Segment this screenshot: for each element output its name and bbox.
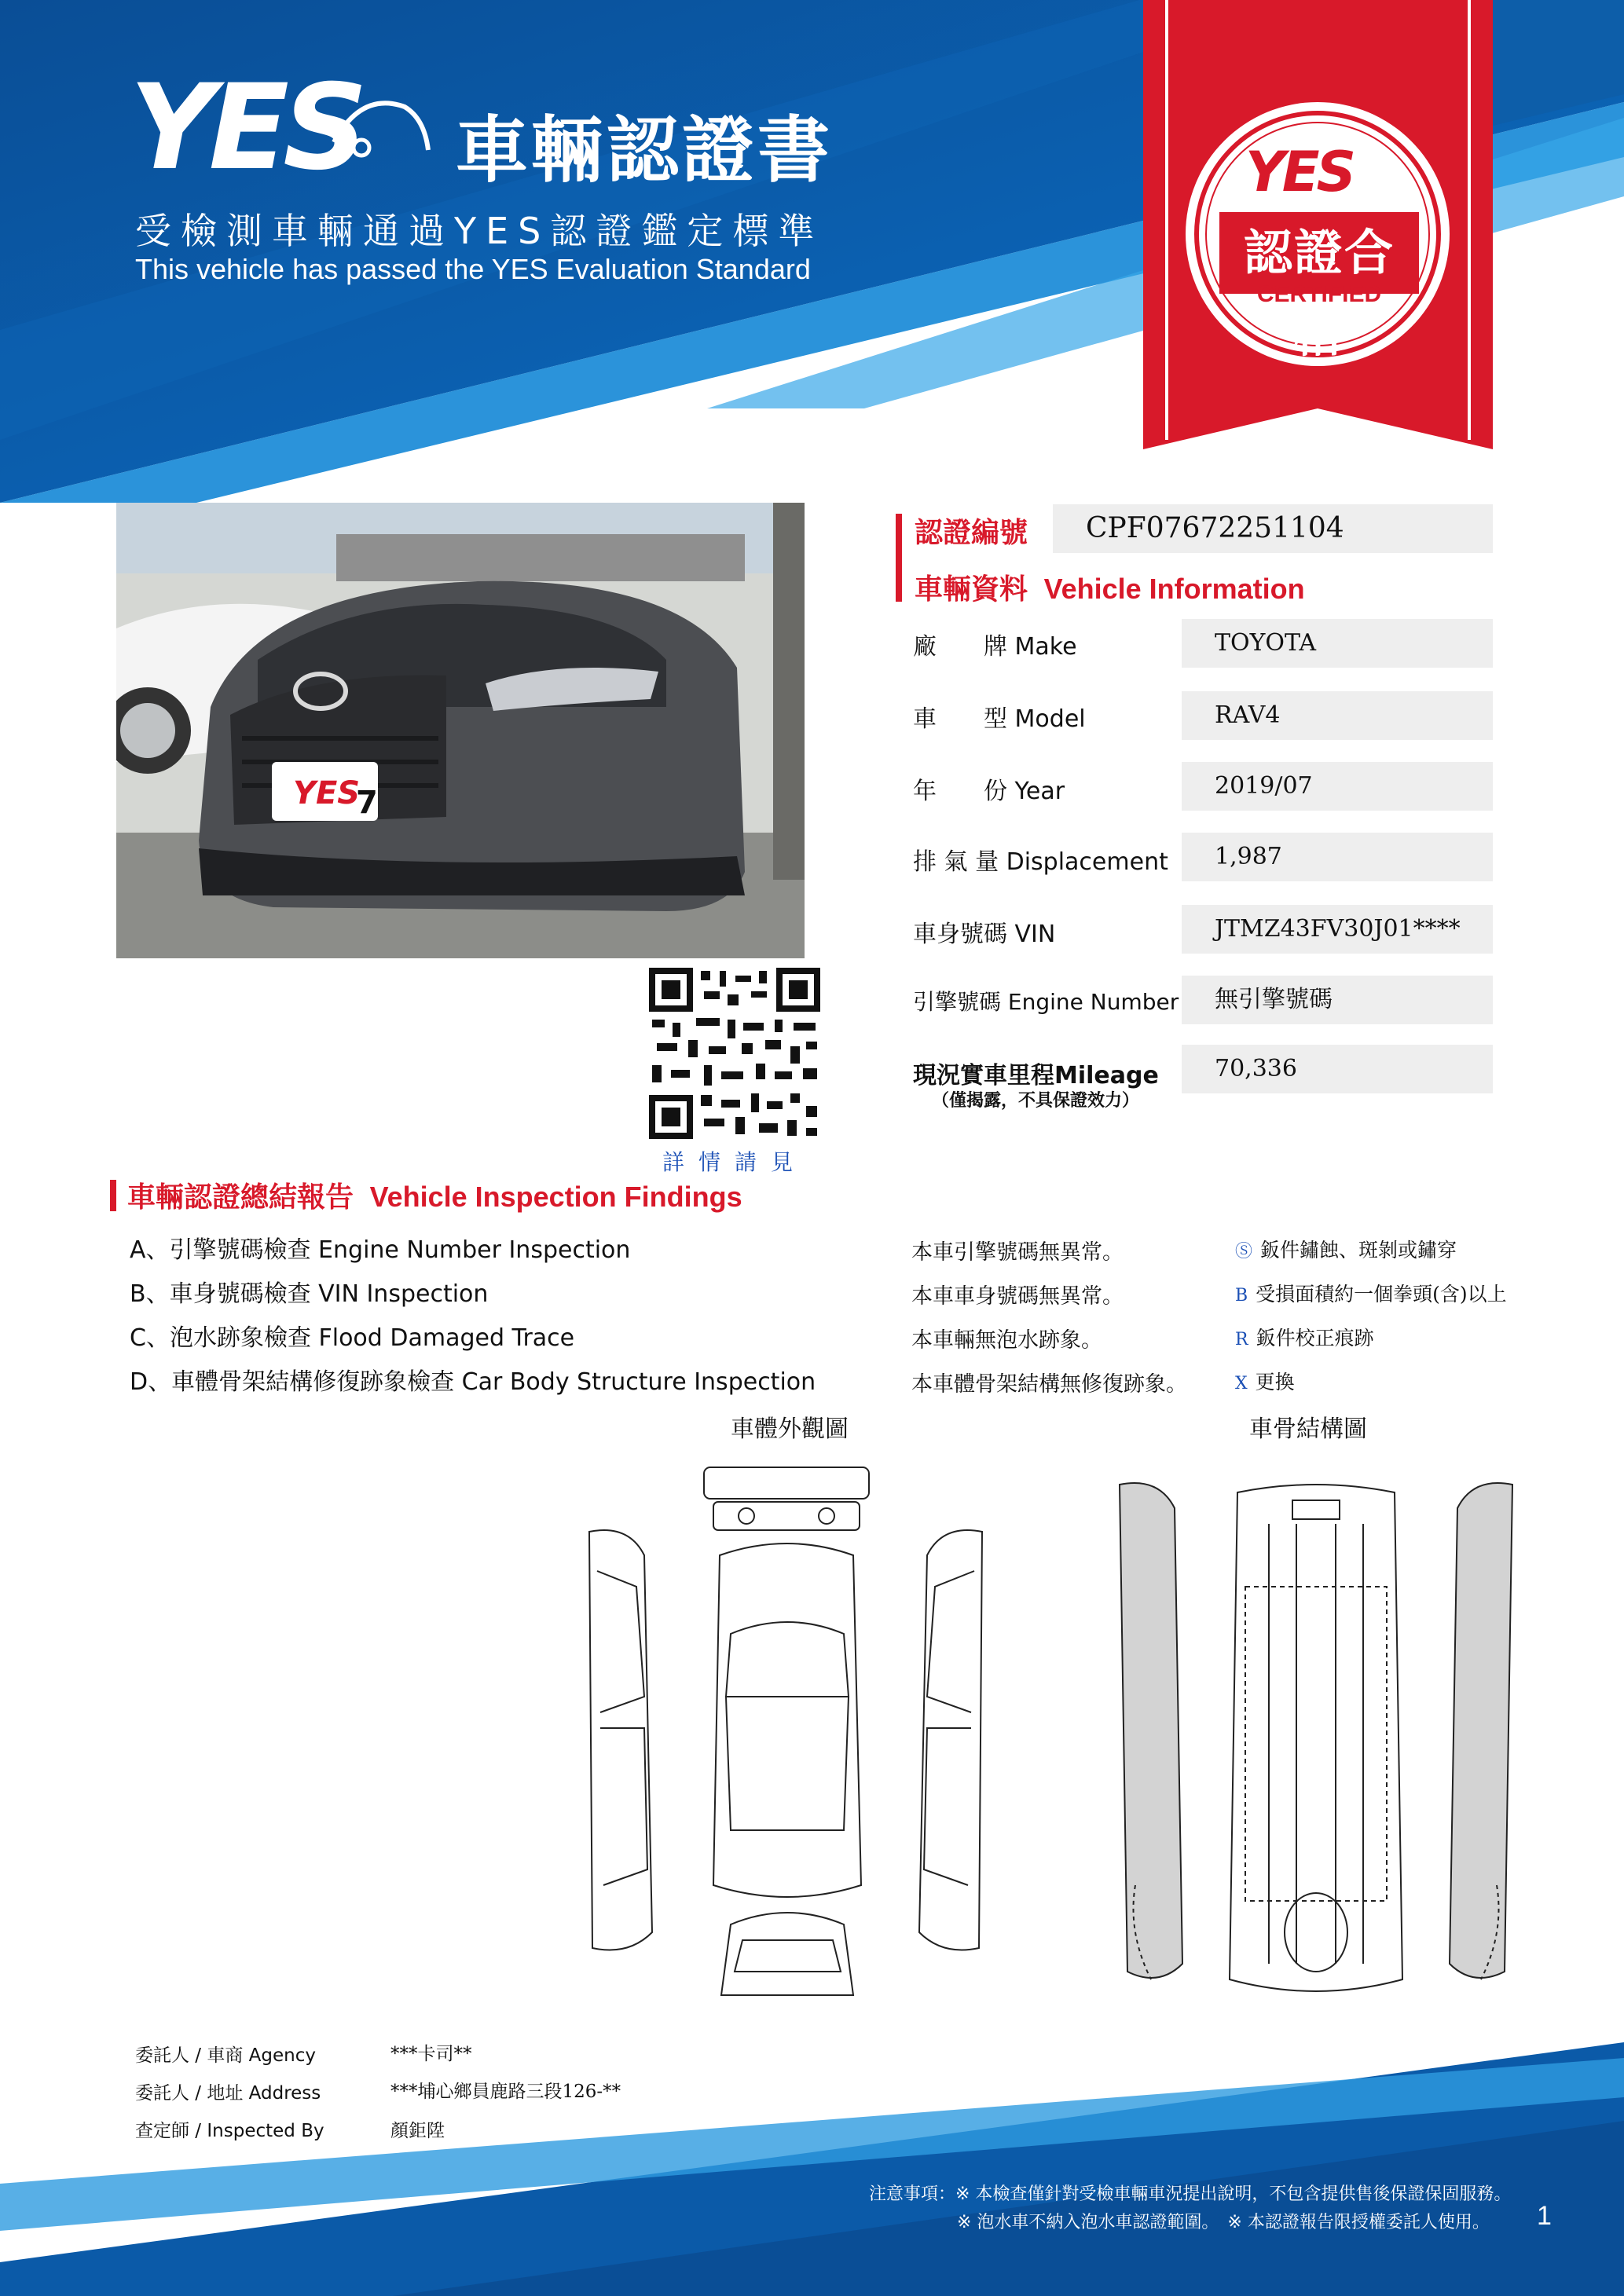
vehicle-info-title [915, 567, 1305, 607]
vin-value: JTMZ43FV30J01**** [1182, 905, 1493, 954]
qr-caption: 詳情請見 [662, 1149, 807, 1175]
make-value: TOYOTA [1182, 619, 1493, 668]
mileage-note: （僅揭露，不具保證效力） [932, 1091, 1140, 1111]
notice-line-1: 注意事項：※ 本檢查僅針對受檢車輛車況提出說明，不包含提供售後保證保固服務。 [869, 2184, 1512, 2204]
findings-title-en: Vehicle Inspection Findings [369, 1181, 742, 1213]
make-label: 廠 牌 Make [913, 633, 1077, 661]
vin-label: 車身號碼 VIN [913, 921, 1056, 948]
finding-a-result: 本車引擎號碼無異常。 [911, 1240, 1124, 1265]
year-value: 2019/07 [1182, 762, 1493, 811]
findings-title [127, 1175, 742, 1215]
legend-b-symbol: B [1235, 1286, 1248, 1305]
findings-title-zh: 車輛認證總結報告 [127, 1181, 354, 1214]
legend-damage-text: 受損面積約一個拳頭(含)以上 [1256, 1283, 1507, 1305]
legend-damage [1235, 1279, 1507, 1307]
finding-b-result: 本車車身號碼無異常。 [911, 1284, 1124, 1309]
structure-diagram-caption: 車骨結構圖 [1249, 1415, 1367, 1443]
seal-certified-text: CERTIFIED [1256, 281, 1382, 307]
finding-d-result: 本車體骨架結構無修復跡象。 [911, 1372, 1187, 1397]
mileage-value: 70,336 [1182, 1045, 1493, 1093]
svg-text:YES: YES [293, 775, 361, 811]
mileage-label: 現況實車里程Mileage [913, 1062, 1159, 1089]
findings-marker [110, 1180, 116, 1211]
section-marker [896, 514, 902, 602]
legend-repair-text: 鈑件校正痕跡 [1256, 1327, 1374, 1349]
inspector-value: 顏鉅陞 [390, 2121, 445, 2141]
legend-replace-text: 更換 [1255, 1371, 1295, 1393]
legend-r-symbol: R [1235, 1330, 1248, 1349]
vehicle-info-title-zh: 車輛資料 [915, 573, 1028, 606]
displacement-value: 1,987 [1182, 833, 1493, 881]
finding-c-result: 本車輛無泡水跡象。 [911, 1328, 1102, 1353]
legend-corrosion-text: 鈑件鏽蝕、斑剝或鏽穿 [1260, 1239, 1457, 1262]
model-value: RAV4 [1182, 691, 1493, 740]
finding-b-label: B、車身號碼檢查 VIN Inspection [130, 1280, 489, 1308]
agency-label: 委託人 / 車商 Agency [135, 2045, 316, 2066]
brand-logo: YES [130, 60, 362, 196]
structure-diagram [1104, 1477, 1528, 2011]
inspector-label: 查定師 / Inspected By [135, 2121, 324, 2141]
seal-status: 認證合格 [1219, 212, 1419, 294]
notice-line-2: ※ 泡水車不納入泡水車認證範圍。 ※ 本認證報告限授權委託人使用。 [957, 2213, 1490, 2232]
vehicle-photo [116, 503, 805, 958]
model-label: 車 型 Model [913, 705, 1086, 733]
vehicle-info-title-en: Vehicle Information [1043, 573, 1305, 605]
displacement-label: 排 氣 量 Displacement [913, 848, 1168, 876]
qr-code[interactable] [649, 968, 820, 1139]
agency-value: ***卡司** [390, 2044, 472, 2064]
certificate-id-label: 認證編號 [915, 517, 1028, 549]
finding-d-label: D、車體骨架結構修復跡象檢查 Car Body Structure Inspection [130, 1368, 816, 1396]
legend-corrosion [1235, 1235, 1457, 1263]
seal-logo: YES [1245, 140, 1353, 204]
address-label: 委託人 / 地址 Address [135, 2083, 321, 2104]
exterior-diagram [581, 1461, 990, 2011]
car-swoosh-icon [330, 75, 432, 162]
certificate-id-value: CPF07672251104 [1053, 504, 1493, 553]
finding-c-label: C、泡水跡象檢查 Flood Damaged Trace [130, 1324, 575, 1352]
address-value: ***埔心鄉員鹿路三段126-** [390, 2082, 621, 2102]
svg-text:7: 7 [356, 785, 378, 821]
legend-replace [1235, 1367, 1295, 1395]
legend-s-symbol: Ⓢ [1235, 1242, 1253, 1262]
subtitle-english: This vehicle has passed the YES Evaluation Standard [135, 253, 811, 285]
engine-number-label: 引擎號碼 Engine Number [913, 989, 1179, 1015]
page-number: 1 [1537, 2201, 1552, 2231]
subtitle-chinese: 受檢測車輛通過YES認證鑑定標準 [135, 210, 824, 252]
legend-repair [1235, 1323, 1374, 1351]
exterior-diagram-caption: 車體外觀圖 [731, 1415, 849, 1443]
document-title: 車輛認證書 [456, 108, 834, 192]
legend-x-symbol: X [1235, 1374, 1248, 1393]
year-label: 年 份 Year [913, 778, 1065, 805]
finding-a-label: A、引擎號碼檢查 Engine Number Inspection [130, 1236, 631, 1264]
footer-background [0, 2027, 1624, 2296]
engine-number-value: 無引擎號碼 [1182, 976, 1493, 1024]
